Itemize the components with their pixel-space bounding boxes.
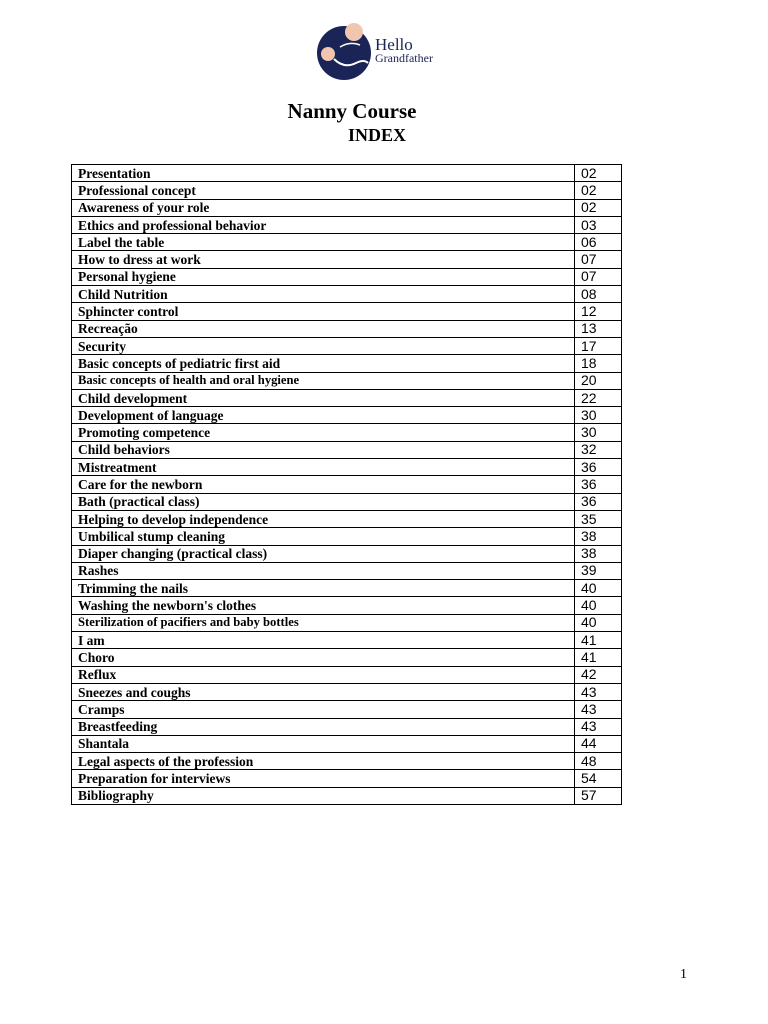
page-number: 1	[680, 967, 687, 982]
index-page-number: 02	[575, 182, 622, 199]
index-topic: Bibliography	[72, 787, 575, 804]
index-topic: Rashes	[72, 562, 575, 579]
index-topic: Umbilical stump cleaning	[72, 528, 575, 545]
index-row	[72, 770, 622, 787]
index-topic: Preparation for interviews	[72, 770, 575, 787]
index-topic: Diaper changing (practical class)	[72, 545, 575, 562]
index-page-number: 42	[575, 666, 622, 683]
index-topic: Washing the newborn's clothes	[72, 597, 575, 614]
index-page-number: 18	[575, 355, 622, 372]
index-row	[72, 251, 622, 268]
index-row	[72, 268, 622, 285]
index-topic: Sphincter control	[72, 303, 575, 320]
index-topic: I am	[72, 632, 575, 649]
index-page-number: 54	[575, 770, 622, 787]
index-row	[72, 303, 622, 320]
index-row	[72, 320, 622, 337]
index-row	[72, 441, 622, 458]
index-page-number: 20	[575, 372, 622, 389]
index-page-number: 08	[575, 286, 622, 303]
index-topic: Professional concept	[72, 182, 575, 199]
index-page-number: 12	[575, 303, 622, 320]
index-topic: Label the table	[72, 234, 575, 251]
index-topic: Awareness of your role	[72, 199, 575, 216]
index-page-number: 06	[575, 234, 622, 251]
index-row	[72, 735, 622, 752]
index-page-number: 44	[575, 735, 622, 752]
index-page-number: 43	[575, 683, 622, 700]
index-page-number: 36	[575, 476, 622, 493]
index-topic: Security	[72, 337, 575, 354]
index-table-body	[72, 165, 622, 805]
index-topic: Presentation	[72, 165, 575, 182]
index-page-number: 02	[575, 199, 622, 216]
logo-text-grandfather: Grandfather	[375, 51, 433, 65]
index-topic: Breastfeeding	[72, 718, 575, 735]
index-page-number: 03	[575, 216, 622, 233]
index-page-number: 30	[575, 424, 622, 441]
index-topic: Promoting competence	[72, 424, 575, 441]
index-row	[72, 614, 622, 631]
index-row	[72, 476, 622, 493]
index-page-number: 30	[575, 407, 622, 424]
index-topic: Trimming the nails	[72, 580, 575, 597]
index-topic: Helping to develop independence	[72, 510, 575, 527]
document-title: Nanny Course	[287, 99, 417, 123]
index-topic: Choro	[72, 649, 575, 666]
index-row	[72, 666, 622, 683]
index-topic: Personal hygiene	[72, 268, 575, 285]
index-page-number: 41	[575, 649, 622, 666]
index-page-number: 38	[575, 528, 622, 545]
index-row	[72, 545, 622, 562]
index-row	[72, 355, 622, 372]
index-page-number: 41	[575, 632, 622, 649]
index-page-number: 40	[575, 597, 622, 614]
index-page-number: 13	[575, 320, 622, 337]
index-row	[72, 718, 622, 735]
index-row	[72, 649, 622, 666]
index-row	[72, 493, 622, 510]
index-row	[72, 286, 622, 303]
index-topic: Child behaviors	[72, 441, 575, 458]
index-topic: Care for the newborn	[72, 476, 575, 493]
index-row	[72, 562, 622, 579]
index-row	[72, 424, 622, 441]
index-row	[72, 407, 622, 424]
index-page-number: 35	[575, 510, 622, 527]
index-page-number: 57	[575, 787, 622, 804]
index-row	[72, 580, 622, 597]
index-page-number: 48	[575, 753, 622, 770]
index-topic: Sterilization of pacifiers and baby bottles	[72, 614, 575, 631]
index-row	[72, 234, 622, 251]
index-page-number: 40	[575, 614, 622, 631]
index-row	[72, 528, 622, 545]
index-topic: How to dress at work	[72, 251, 575, 268]
index-table	[71, 164, 622, 805]
index-topic: Ethics and professional behavior	[72, 216, 575, 233]
index-topic: Mistreatment	[72, 459, 575, 476]
index-row	[72, 372, 622, 389]
index-row	[72, 389, 622, 406]
index-row	[72, 753, 622, 770]
index-page-number: 43	[575, 701, 622, 718]
index-topic: Child Nutrition	[72, 286, 575, 303]
index-row	[72, 165, 622, 182]
index-page-number: 02	[575, 165, 622, 182]
logo-text-hello: Hello	[375, 35, 413, 54]
index-page-number: 39	[575, 562, 622, 579]
index-page-number: 36	[575, 493, 622, 510]
index-topic: Development of language	[72, 407, 575, 424]
index-topic: Recreação	[72, 320, 575, 337]
index-topic: Bath (practical class)	[72, 493, 575, 510]
index-row	[72, 683, 622, 700]
index-row	[72, 787, 622, 804]
index-topic: Sneezes and coughs	[72, 683, 575, 700]
index-page-number: 43	[575, 718, 622, 735]
index-page-number: 17	[575, 337, 622, 354]
logo	[314, 17, 446, 81]
index-topic: Basic concepts of health and oral hygiene	[72, 372, 575, 389]
index-row	[72, 597, 622, 614]
index-page-number: 32	[575, 441, 622, 458]
index-row	[72, 216, 622, 233]
index-page-number: 38	[575, 545, 622, 562]
index-topic: Child development	[72, 389, 575, 406]
index-topic: Cramps	[72, 701, 575, 718]
index-topic: Reflux	[72, 666, 575, 683]
document-subtitle: INDEX	[347, 125, 406, 145]
index-row	[72, 510, 622, 527]
index-page-number: 40	[575, 580, 622, 597]
index-row	[72, 701, 622, 718]
index-page-number: 22	[575, 389, 622, 406]
index-row	[72, 337, 622, 354]
index-topic: Basic concepts of pediatric first aid	[72, 355, 575, 372]
index-topic: Shantala	[72, 735, 575, 752]
index-topic: Legal aspects of the profession	[72, 753, 575, 770]
index-page-number: 07	[575, 268, 622, 285]
index-row	[72, 182, 622, 199]
index-row	[72, 632, 622, 649]
index-page-number: 07	[575, 251, 622, 268]
index-row	[72, 199, 622, 216]
index-row	[72, 459, 622, 476]
index-page-number: 36	[575, 459, 622, 476]
